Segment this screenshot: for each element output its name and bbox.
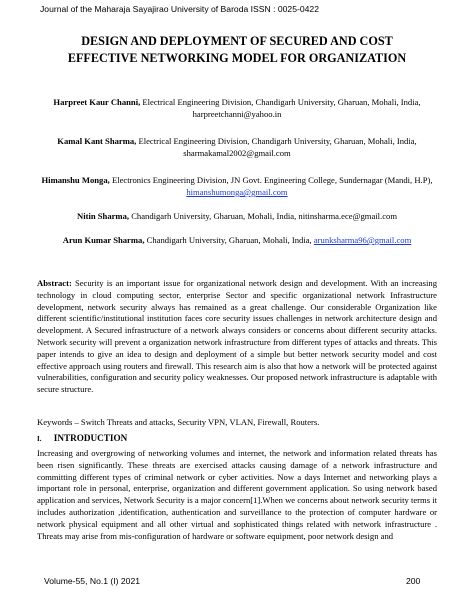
author-name: Kamal Kant Sharma, — [57, 136, 137, 146]
title-line-1: DESIGN AND DEPLOYMENT OF SECURED AND COST — [81, 34, 393, 48]
journal-header: Journal of the Maharaja Sayajirao University of Baroda ISSN : 0025-0422 — [40, 4, 319, 14]
author-name: Arun Kumar Sharma, — [62, 235, 145, 245]
section-heading — [37, 433, 127, 443]
introduction-text: Increasing and overgrowing of networking volumes and internet, the network and information related threats has been risen significantly. These threats are exercised attacks causing damage of a network infrastructure and committing different types of criminal network or cyber activities. Now a days Internet and networking plays a important role in personal, enterprise, organization and different government application. So using network based application and services, Network Security is a major concern[1].When we concerns about network security terms it includes authorization ,identification, authentication and surveillance to the protection of computer hardware or network physical equipment and all other virtual and sophisticated things related with network infrastructure . Threats may arise from mis-configuration of hardware or software equipment, poor network design and — [37, 448, 437, 541]
author-affiliation: Electrical Engineering Division, Chandigarh University, Gharuan, Mohali, India, sharmakamal2002@gmail.com — [138, 136, 417, 158]
keywords: Keywords – Switch Threats and attacks, Security VPN, VLAN, Firewall, Routers. — [37, 417, 320, 427]
author-name: Nitin Sharma, — [76, 211, 130, 221]
abstract — [37, 278, 437, 396]
author-5 — [34, 234, 440, 246]
page-number: 200 — [406, 576, 421, 586]
author-3 — [34, 174, 440, 198]
author-affiliation: Chandigarh University, Gharuan, Mohali, India, — [146, 235, 312, 245]
author-email-link[interactable]: arunksharma96@gmail.com — [313, 235, 412, 245]
abstract-text: Security is an important issue for organizational network design and development. With an increasing technology in cloud computing sector, enterprise Sector and specific organizational network Infrastructure development, network security always has remained as a great challenge. Our considerable Organization like different scientific/institutional institution faces core security issues challenges in network architecture design and development. A Secured infrastructure of a network always considers or concerns about different security attacks. Network security will prevent a organization network infrastructure from different types of attacks and threats. This paper intends to give an idea to design and deployment of a simple but better network security model and cost effective approach using routers and firewall. This research aim is also that how a network will be protected against vulnerabilities, configuration and security policy weaknesses. Our proposed network infrastructure is adaptable with secure structure. — [37, 278, 437, 395]
section-title: INTRODUCTION — [53, 433, 128, 443]
footer-volume: Volume-55, No.1 (I) 2021 — [44, 576, 141, 586]
paper-title — [20, 33, 454, 67]
abstract-label: Abstract: — [37, 278, 72, 288]
author-4 — [34, 210, 440, 222]
author-affiliation: Electrical Engineering Division, Chandigarh University, Gharuan, Mohali, India, harpreetchanni@yahoo.in — [142, 97, 421, 119]
author-2 — [34, 135, 440, 159]
author-name: Harpreet Kaur Channi, — [53, 97, 141, 107]
author-name: Himanshu Monga, — [41, 175, 110, 185]
title-line-2: EFFECTIVE NETWORKING MODEL FOR ORGANIZATION — [67, 51, 407, 65]
author-affiliation: Chandigarh University, Gharuan, Mohali, India, nitinsharma.ece@gmail.com — [131, 211, 398, 221]
author-1 — [34, 96, 440, 120]
section-number: I. — [37, 435, 42, 443]
author-affiliation: Electronics Engineering Division, JN Govt. Engineering College, Sundernagar (Mandi, H.P), — [111, 175, 433, 185]
author-email-link[interactable]: himanshumonga@gmail.com — [186, 187, 288, 197]
